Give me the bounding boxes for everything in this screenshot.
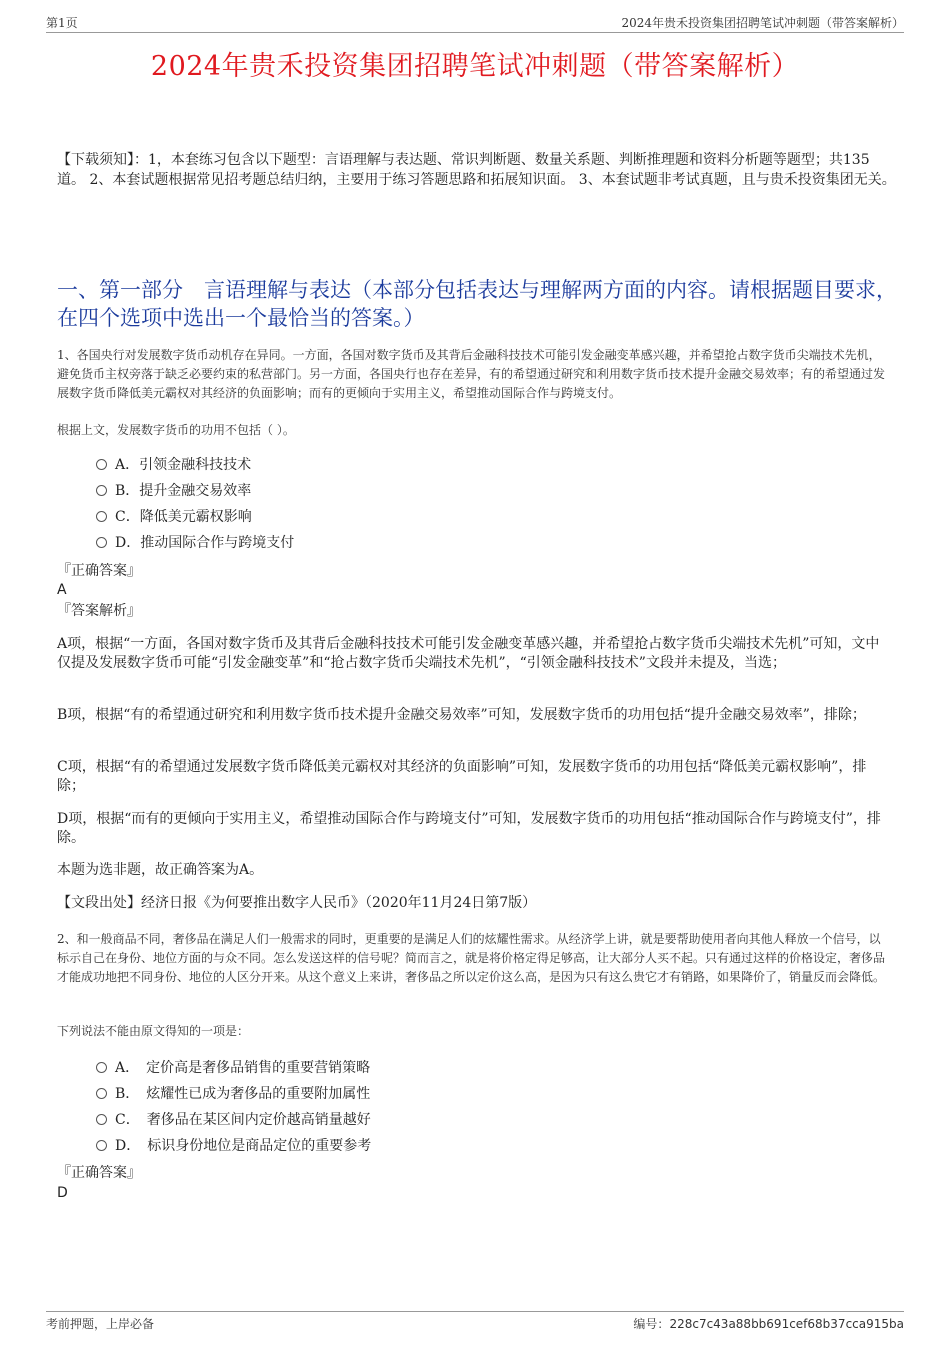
section-heading: 一、第一部分 言语理解与表达（本部分包括表达与理解两方面的内容。请根据题目要求，在四个选项中选出一个最恰当的答案。） bbox=[57, 278, 897, 330]
radio-icon[interactable] bbox=[96, 1062, 107, 1073]
q1-analysis-c: C项，根据“有的希望通过发展数字货币降低美元霸权对其经济的负面影响”可知，发展数字货币的功用包括“降低美元霸权影响”，排除； bbox=[57, 759, 867, 794]
radio-icon[interactable] bbox=[96, 1140, 107, 1151]
page-header bbox=[46, 14, 904, 33]
q1-option-b[interactable]: B．提升金融交易效率 bbox=[96, 478, 294, 504]
q1-analysis-a: A项，根据“一方面，各国对数字货币及其背后金融科技技术可能引发金融变革感兴趣，并希望抢占数字货币尖端技术先机”可知，文中仅提及发展数字货币可能“引发金融变革”和“抢占数字货币尖端技术先机”，“引领金融科技技术”文段并未提及，当选； bbox=[57, 636, 880, 671]
q1-analysis-d: D项，根据“而有的更倾向于实用主义，希望推动国际合作与跨境支付”可知，发展数字货币的功用包括“推动国际合作与跨境支付”，排除。 bbox=[57, 811, 881, 846]
q1-analysis-b: B项，根据“有的希望通过研究和利用数字货币技术提升金融交易效率”可知，发展数字货币的功用包括“提升金融交易效率”，排除； bbox=[57, 707, 866, 723]
radio-icon[interactable] bbox=[96, 459, 107, 470]
document-title: 2024年贵禾投资集团招聘笔试冲刺题（带答案解析） bbox=[150, 51, 800, 82]
q2-answer-label: 『正确答案』 bbox=[57, 1165, 141, 1181]
radio-icon[interactable] bbox=[96, 485, 107, 496]
q2-option-d[interactable]: D． 标识身份地位是商品定位的重要参考 bbox=[96, 1133, 371, 1159]
q2-option-b[interactable]: B． 炫耀性已成为奢侈品的重要附加属性 bbox=[96, 1081, 371, 1107]
q1-analysis-label: 『答案解析』 bbox=[57, 603, 141, 619]
q1-answer-label: 『正确答案』 bbox=[57, 563, 141, 579]
q1-question: 根据上文，发展数字货币的功用不包括（ ）。 bbox=[57, 423, 295, 437]
download-notice: 【下载须知】：1，本套练习包含以下题型：言语理解与表达题、常识判断题、数量关系题、判断推理题和资料分析题等题型；共135道。 2、本套试题根据常见招考题总结归纳，主要用于练习答题思路和拓展知识面。 3、本套试题非考试真题，且与贵禾投资集团无关。 bbox=[57, 152, 896, 188]
q1-source: 【文段出处】经济日报《为何要推出数字人民币》（2020年11月24日第7版） bbox=[57, 895, 537, 911]
header-doc-title: 2024年贵禾投资集团招聘笔试冲刺题（带答案解析） bbox=[621, 16, 904, 30]
radio-icon[interactable] bbox=[96, 1088, 107, 1099]
q1-option-d[interactable]: D．推动国际合作与跨境支付 bbox=[96, 530, 294, 556]
q2-option-a[interactable]: A． 定价高是奢侈品销售的重要营销策略 bbox=[96, 1055, 371, 1081]
radio-icon[interactable] bbox=[96, 1114, 107, 1125]
q2-question: 下列说法不能由原文得知的一项是： bbox=[57, 1024, 250, 1038]
page-number: 第1页 bbox=[46, 16, 78, 30]
q1-options bbox=[96, 452, 294, 556]
radio-icon[interactable] bbox=[96, 511, 107, 522]
footer-code: 编号：228c7c43a88bb691cef68b37cca915ba bbox=[633, 1317, 904, 1331]
page-footer bbox=[46, 1311, 904, 1333]
footer-slogan: 考前押题，上岸必备 bbox=[46, 1317, 155, 1331]
q2-options bbox=[96, 1055, 371, 1159]
q2-answer: D bbox=[57, 1185, 68, 1201]
q1-option-c[interactable]: C．降低美元霸权影响 bbox=[96, 504, 294, 530]
radio-icon[interactable] bbox=[96, 537, 107, 548]
q1-answer: A bbox=[57, 582, 67, 598]
q1-option-a[interactable]: A．引领金融科技技术 bbox=[96, 452, 294, 478]
q1-passage: 1、各国央行对发展数字货币动机存在异同。一方面，各国对数字货币及其背后金融科技技术可能引发金融变革感兴趣，并希望抢占数字货币尖端技术先机，避免货币主权旁落于缺乏必要约束的私营部门。另一方面，各国央行也存在差异，有的希望通过研究和利用数字货币技术提升金融交易效率；有的希望通过发展数字货币降低美元霸权对其经济的负面影响；而有的更倾向于实用主义，希望推动国际合作与跨境支付。 bbox=[57, 348, 886, 400]
q1-conclusion: 本题为选非题，故正确答案为A。 bbox=[57, 862, 264, 878]
q2-passage: 2、和一般商品不同，奢侈品在满足人们一般需求的同时，更重要的是满足人们的炫耀性需求。从经济学上讲，就是要帮助使用者向其他人释放一个信号，以标示自己在身份、地位方面的与众不同。怎么发送这样的信号呢？简而言之，就是将价格定得足够高，让大部分人买不起。只有通过这样的价格设定，奢侈品才能成功地把不同身份、地位的人区分开来。从这个意义上来讲，奢侈品之所以定价这么高，是因为只有这么贵它才有销路，如果降价了，销量反而会降低。 bbox=[57, 932, 886, 984]
q2-option-c[interactable]: C． 奢侈品在某区间内定价越高销量越好 bbox=[96, 1107, 371, 1133]
